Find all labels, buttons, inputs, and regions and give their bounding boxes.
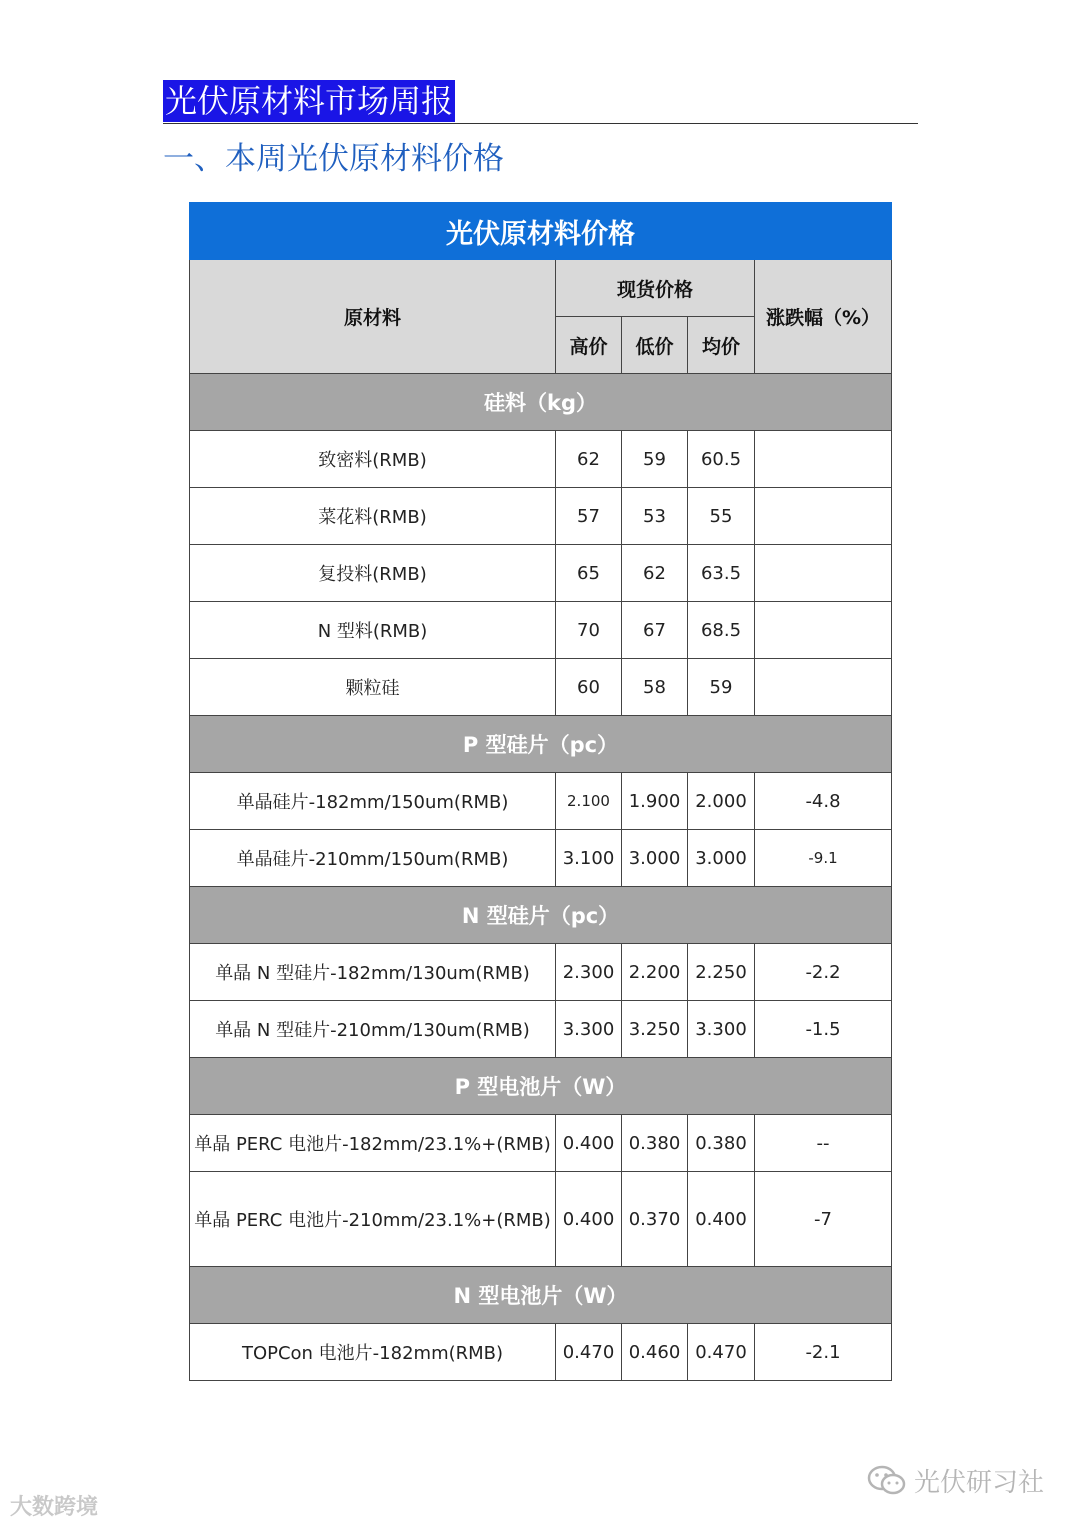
table-row: [190, 659, 892, 716]
high-price: 2.100: [556, 773, 622, 830]
low-price: 58: [622, 659, 688, 716]
high-price: 0.400: [556, 1172, 622, 1267]
material-name: 单晶 N 型硅片-182mm/130um(RMB): [190, 944, 556, 1001]
high-price: 65: [556, 545, 622, 602]
header-high: 高价: [556, 317, 622, 374]
header-material: 原材料: [190, 260, 556, 374]
avg-price: 3.300: [688, 1001, 755, 1058]
table-row: [190, 944, 892, 1001]
material-name: N 型料(RMB): [190, 602, 556, 659]
change-pct: -9.1: [755, 830, 892, 887]
title-divider: [163, 123, 918, 124]
high-price: 62: [556, 431, 622, 488]
section-title: N 型电池片（W）: [190, 1267, 892, 1324]
avg-price: 2.250: [688, 944, 755, 1001]
material-name: 单晶硅片-210mm/150um(RMB): [190, 830, 556, 887]
change-pct: -2.1: [755, 1324, 892, 1381]
low-price: 0.460: [622, 1324, 688, 1381]
high-price: 70: [556, 602, 622, 659]
change-pct: -1.5: [755, 1001, 892, 1058]
change-pct: [755, 602, 892, 659]
table-row: [190, 1324, 892, 1381]
header-spot-price: 现货价格: [556, 260, 755, 317]
low-price: 53: [622, 488, 688, 545]
material-name: TOPCon 电池片-182mm(RMB): [190, 1324, 556, 1381]
table-row: [190, 1172, 892, 1267]
change-pct: -4.8: [755, 773, 892, 830]
material-name: 单晶 N 型硅片-210mm/130um(RMB): [190, 1001, 556, 1058]
material-name: 复投料(RMB): [190, 545, 556, 602]
material-name: 致密料(RMB): [190, 431, 556, 488]
table-row: [190, 830, 892, 887]
table-row: [190, 1001, 892, 1058]
watermark-left: 大数跨境: [10, 1495, 99, 1520]
change-pct: -7: [755, 1172, 892, 1267]
avg-price: 63.5: [688, 545, 755, 602]
avg-price: 0.470: [688, 1324, 755, 1381]
high-price: 0.470: [556, 1324, 622, 1381]
section-title: 硅料（kg）: [190, 374, 892, 431]
section-title: P 型电池片（W）: [190, 1058, 892, 1115]
avg-price: 0.380: [688, 1115, 755, 1172]
low-price: 1.900: [622, 773, 688, 830]
low-price: 0.370: [622, 1172, 688, 1267]
section-heading: 一、本周光伏原材料价格: [163, 141, 504, 177]
material-name: 单晶 PERC 电池片-210mm/23.1%+(RMB): [190, 1172, 556, 1267]
high-price: 3.100: [556, 830, 622, 887]
material-name: 单晶硅片-182mm/150um(RMB): [190, 773, 556, 830]
section-title: P 型硅片（pc）: [190, 716, 892, 773]
low-price: 3.000: [622, 830, 688, 887]
header-change: 涨跌幅（%）: [755, 260, 892, 374]
avg-price: 68.5: [688, 602, 755, 659]
low-price: 62: [622, 545, 688, 602]
table-row: [190, 488, 892, 545]
avg-price: 2.000: [688, 773, 755, 830]
high-price: 60: [556, 659, 622, 716]
low-price: 59: [622, 431, 688, 488]
price-table: [189, 202, 892, 1381]
table-row: [190, 545, 892, 602]
table-row: [190, 431, 892, 488]
high-price: 57: [556, 488, 622, 545]
change-pct: [755, 545, 892, 602]
material-name: 颗粒硅: [190, 659, 556, 716]
change-pct: [755, 488, 892, 545]
change-pct: [755, 659, 892, 716]
table-banner: 光伏原材料价格: [190, 203, 892, 260]
table-row: [190, 773, 892, 830]
change-pct: -2.2: [755, 944, 892, 1001]
section-title: N 型硅片（pc）: [190, 887, 892, 944]
watermark-right: [866, 1462, 1044, 1499]
low-price: 67: [622, 602, 688, 659]
low-price: 0.380: [622, 1115, 688, 1172]
material-name: 菜花料(RMB): [190, 488, 556, 545]
avg-price: 59: [688, 659, 755, 716]
high-price: 3.300: [556, 1001, 622, 1058]
material-name: 单晶 PERC 电池片-182mm/23.1%+(RMB): [190, 1115, 556, 1172]
wechat-icon: [866, 1464, 908, 1498]
table-row: [190, 602, 892, 659]
watermark-right-text: 光伏研习社: [914, 1468, 1045, 1498]
change-pct: --: [755, 1115, 892, 1172]
document-title: 光伏原材料市场周报: [165, 82, 454, 120]
header-avg: 均价: [688, 317, 755, 374]
avg-price: 3.000: [688, 830, 755, 887]
high-price: 2.300: [556, 944, 622, 1001]
avg-price: 60.5: [688, 431, 755, 488]
table-row: [190, 1115, 892, 1172]
low-price: 2.200: [622, 944, 688, 1001]
low-price: 3.250: [622, 1001, 688, 1058]
avg-price: 0.400: [688, 1172, 755, 1267]
header-low: 低价: [622, 317, 688, 374]
high-price: 0.400: [556, 1115, 622, 1172]
change-pct: [755, 431, 892, 488]
avg-price: 55: [688, 488, 755, 545]
